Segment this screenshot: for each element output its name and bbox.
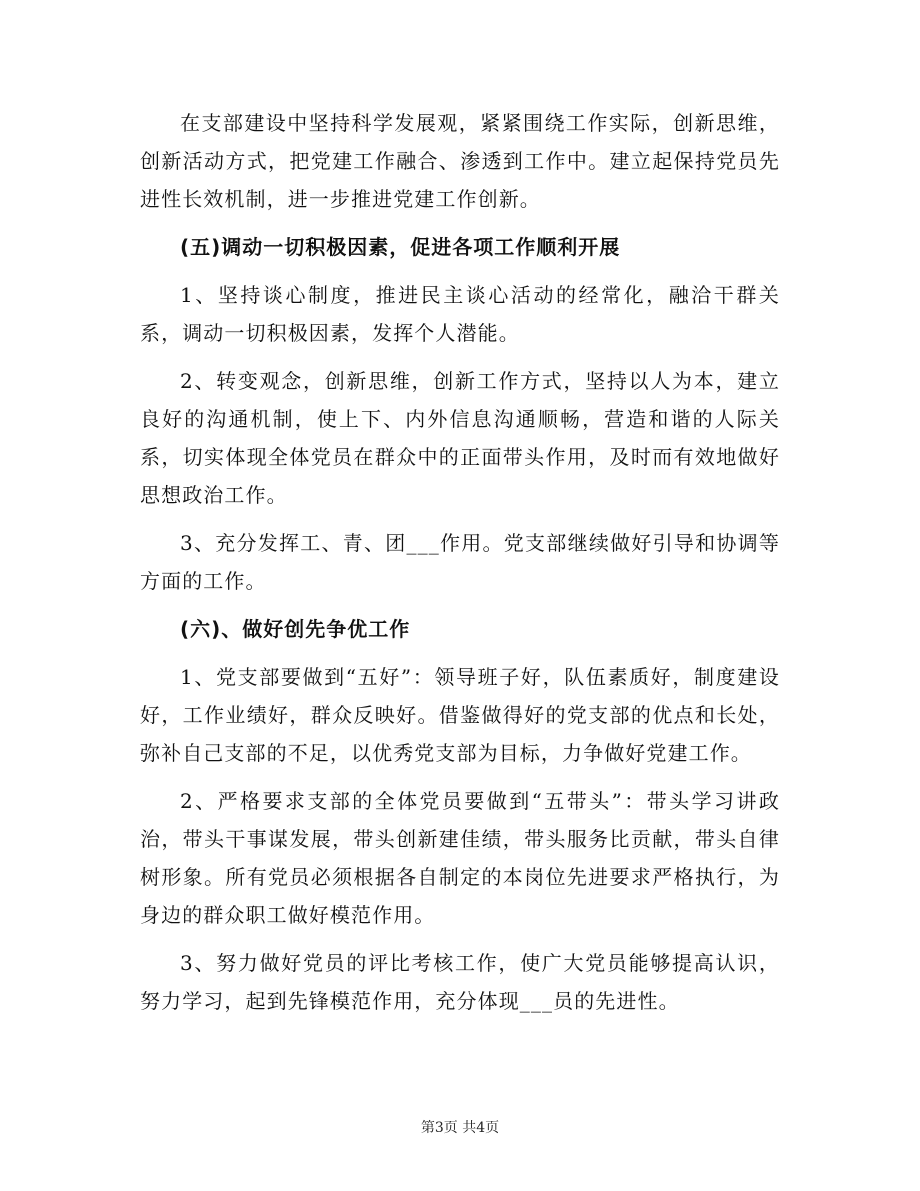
section-heading-5: (五)调动一切积极因素，促进各项工作顺利开展 — [180, 235, 621, 259]
section-heading-6: (六)、做好创先争优工作 — [180, 617, 411, 641]
paragraph-5-3: 3、充分发挥工、青、团___作用。党支部继续做好引导和协调等方面的工作。 — [140, 531, 780, 593]
page-footer: 第3页 共4页 — [420, 1120, 500, 1136]
paragraph-intro: 在支部建设中坚持科学发展观，紧紧围绕工作实际，创新思维，创新活动方式，把党建工作融合、渗透到工作中。建立起保持党员先进性长效机制，进一步推进党建工作创新。 — [140, 111, 780, 211]
paragraph-5-2: 2、转变观念，创新思维，创新工作方式，坚持以人为本，建立良好的沟通机制，使上下、内外信息沟通顺畅，营造和谐的人际关系，切实体现全体党员在群众中的正面带头作用，及时而有效地做好思想政治工作。 — [140, 369, 780, 507]
paragraph-5-1: 1、坚持谈心制度，推进民主谈心活动的经常化，融洽干群关系，调动一切积极因素，发挥个人潜能。 — [140, 283, 780, 345]
paragraph-6-1: 1、党支部要做到“五好”：领导班子好，队伍素质好，制度建设好，工作业绩好，群众反映好。借鉴做得好的党支部的优点和长处，弥补自己支部的不足，以优秀党支部为目标，力争做好党建工作。 — [140, 665, 780, 765]
paragraph-6-2: 2、严格要求支部的全体党员要做到“五带头”：带头学习讲政治，带头干事谋发展，带头创新建佳绩，带头服务比贡献，带头自律树形象。所有党员必须根据各自制定的本岗位先进要求严格执行，为身边的群众职工做好模范作用。 — [140, 789, 780, 927]
document-body — [140, 104, 780, 1030]
paragraph-6-3: 3、努力做好党员的评比考核工作，使广大党员能够提高认识，努力学习，起到先锋模范作用，充分体现___员的先进性。 — [140, 951, 780, 1013]
